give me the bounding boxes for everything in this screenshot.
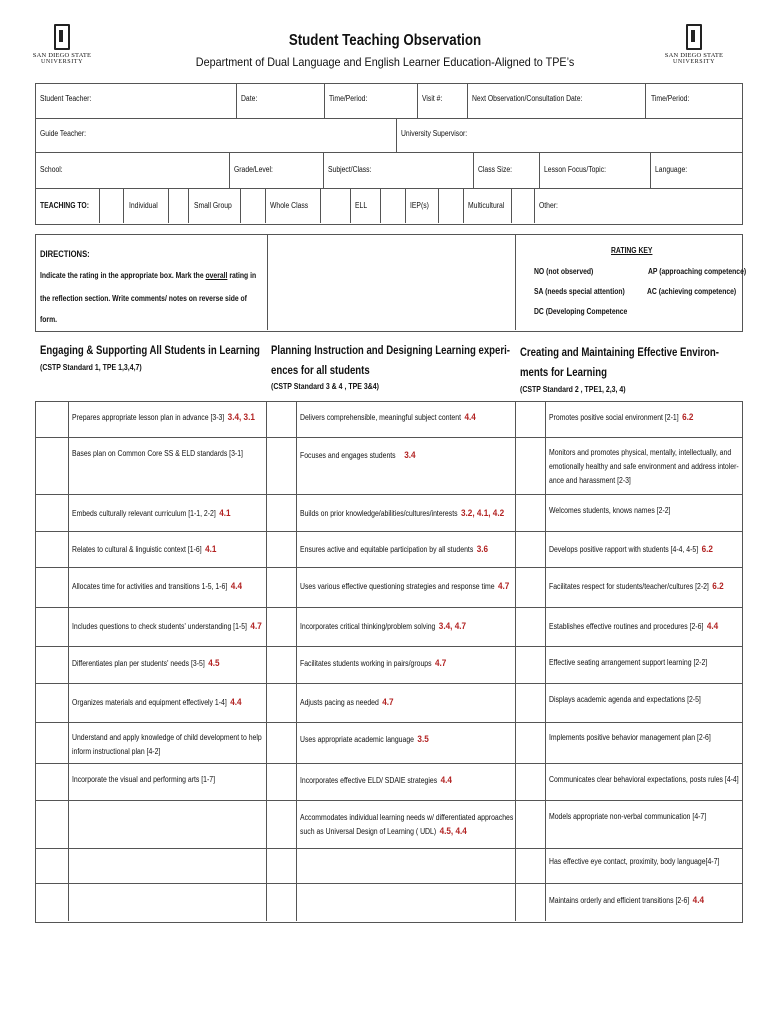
school-field[interactable]: School: — [40, 165, 63, 174]
column-3-title: Creating and Maintaining Effective Environ-ments for Learning — [520, 345, 719, 379]
col2-item-2: Focuses and engages students 3.4 — [300, 450, 416, 461]
directions-label: DIRECTIONS: — [40, 249, 90, 259]
col1-item-10: Incorporate the visual and performing arts [1-7] — [72, 775, 216, 784]
col2-item-6: Incorporates critical thinking/problem solving 3.4, 4.7 — [300, 621, 467, 632]
university-supervisor-field[interactable]: University Supervisor: — [401, 129, 468, 138]
teaching-to-label: TEACHING TO: — [40, 201, 89, 210]
language-field[interactable]: Language: — [655, 165, 688, 174]
col3-item-5: Facilitates respect for students/teacher/cultures [2-2] 6.2 — [549, 581, 724, 592]
col3-item-9: Implements positive behavior management plan [2-6] — [549, 733, 711, 742]
col1-item-8: Organizes materials and equipment effectively 1-4] 4.4 — [72, 697, 242, 708]
subject-class-field[interactable]: Subject/Class: — [328, 165, 372, 174]
teaching-to-other[interactable]: Other: — [539, 201, 558, 210]
next-time-period-field[interactable]: Time/Period: — [651, 94, 690, 103]
rating-key-title: RATING KEY — [611, 246, 653, 255]
time-period-field[interactable]: Time/Period: — [329, 94, 368, 103]
col1-item-7: Differentiates plan per students' needs [3-5] 4.5 — [72, 658, 220, 669]
col1-item-1: Prepares appropriate lesson plan in advance [3-3] 3.4, 3.1 — [72, 412, 255, 423]
col2-item-4: Ensures active and equitable participation by all students 3.6 — [300, 544, 489, 555]
rating-key-no: NO (not observed) — [534, 267, 594, 276]
col3-item-6: Establishes effective routines and procedures [2-6] 4.4 — [549, 621, 719, 632]
guide-teacher-field[interactable]: Guide Teacher: — [40, 129, 86, 138]
col3-item-13: Maintains orderly and efficient transitions [2-6] 4.4 — [549, 895, 705, 906]
page-title: Student Teaching Observation — [288, 32, 482, 49]
col2-item-11: Accommodates individual learning needs w/ differentiated approaches such as Universal Design of Learning ( UDL) 4.5, 4.4 — [300, 813, 514, 837]
university-name-line1: SAN DIEGO STATE — [664, 52, 724, 59]
university-name-line1: SAN DIEGO STATE — [32, 52, 92, 59]
col3-item-11: Models appropriate non-verbal communication [4-7] — [549, 812, 707, 821]
col1-item-5: Allocates time for activities and transitions 1-5, 1-6] 4.4 — [72, 581, 243, 592]
col1-item-4: Relates to cultural & linguistic context [1-6] 4.1 — [72, 544, 217, 555]
next-observation-date-field[interactable]: Next Observation/Consultation Date: — [472, 94, 583, 103]
directions-line2: the reflection section. Write comments/ notes on reverse side of — [40, 294, 247, 303]
col3-item-3: Welcomes students, knows names [2-2] — [549, 506, 671, 515]
lesson-focus-field[interactable]: Lesson Focus/Topic: — [544, 165, 606, 174]
teaching-to-ieps[interactable]: IEP(s) — [410, 201, 429, 210]
col2-item-3: Builds on prior knowledge/abilities/cultures/interests 3.2, 4.1, 4.2 — [300, 508, 505, 519]
teaching-to-ell[interactable]: ELL — [355, 201, 368, 210]
col2-item-5: Uses various effective questioning strategies and response time 4.7 — [300, 581, 510, 592]
rating-key-dc: DC (Developing Competence — [534, 307, 628, 316]
rating-key-sa: SA (needs special attention) — [534, 287, 625, 296]
rating-key-ap: AP (approaching competence) — [648, 267, 747, 276]
column-1-standard: (CSTP Standard 1, TPE 1,3,4,7) — [40, 362, 142, 372]
student-teacher-field[interactable]: Student Teacher: — [40, 94, 92, 103]
university-name-line2: UNIVERSITY — [41, 59, 83, 65]
grade-level-field[interactable]: Grade/Level: — [234, 165, 273, 174]
col3-item-4: Develops positive rapport with students [4-4, 4-5] 6.2 — [549, 544, 713, 555]
rating-key-ac: AC (achieving competence) — [647, 287, 737, 296]
teaching-to-individual[interactable]: Individual — [129, 201, 158, 210]
column-1-title: Engaging & Supporting All Students in Learning — [40, 343, 260, 357]
col2-item-9: Uses appropriate academic language 3.5 — [300, 734, 429, 745]
column-2-standard: (CSTP Standard 3 & 4 , TPE 3&4) — [271, 381, 379, 391]
class-size-field[interactable]: Class Size: — [478, 165, 513, 174]
teaching-to-whole-class[interactable]: Whole Class — [270, 201, 309, 210]
col1-item-2: Bases plan on Common Core SS & ELD standards [3-1] — [72, 449, 243, 458]
page-subtitle: Department of Dual Language and English Learner Education-Aligned to TPE’s — [195, 55, 575, 69]
directions-line3: form. — [40, 315, 57, 324]
col1-item-9: Understand and apply knowledge of child development to help inform instructional plan [4-2] — [72, 733, 262, 756]
col3-item-7: Effective seating arrangement support learning [2-2] — [549, 658, 708, 667]
column-3-standard: (CSTP Standard 2 , TPE1, 2,3, 4) — [520, 384, 626, 394]
visit-number-field[interactable]: Visit #: — [422, 94, 443, 103]
col3-item-1: Promotes positive social environment [2-1] 6.2 — [549, 412, 694, 423]
university-name-line2: UNIVERSITY — [673, 59, 715, 65]
column-2-title: Planning Instruction and Designing Learning experi-ences for all students — [271, 343, 510, 377]
teaching-to-small-group[interactable]: Small Group — [194, 201, 232, 210]
col3-item-10: Communicates clear behavioral expectations, posts rules [4-4] — [549, 775, 739, 784]
col2-item-8: Adjusts pacing as needed 4.7 — [300, 697, 394, 708]
col1-item-6: Includes questions to check students' understanding [1-5] 4.7 — [72, 621, 262, 632]
date-field[interactable]: Date: — [241, 94, 258, 103]
col3-item-8: Displays academic agenda and expectations [2-5] — [549, 695, 701, 704]
col3-item-2: Monitors and promotes physical, mentally, intellectually, and emotionally healthy and safe environment and address intoler-ance and harassment [2-3] — [549, 448, 739, 485]
col2-item-7: Facilitates students working in pairs/groups 4.7 — [300, 658, 447, 669]
teaching-to-multicultural[interactable]: Multicultural — [468, 201, 505, 210]
col3-item-12: Has effective eye contact, proximity, body language[4-7] — [549, 857, 720, 866]
col2-item-10: Incorporates effective ELD/ SDAIE strategies 4.4 — [300, 775, 452, 786]
col2-item-1: Delivers comprehensible, meaningful subject content 4.4 — [300, 412, 476, 423]
col1-item-3: Embeds culturally relevant curriculum [1-1, 2-2] 4.1 — [72, 508, 231, 519]
directions-line1: Indicate the rating in the appropriate box. Mark the overall rating in — [40, 271, 257, 280]
